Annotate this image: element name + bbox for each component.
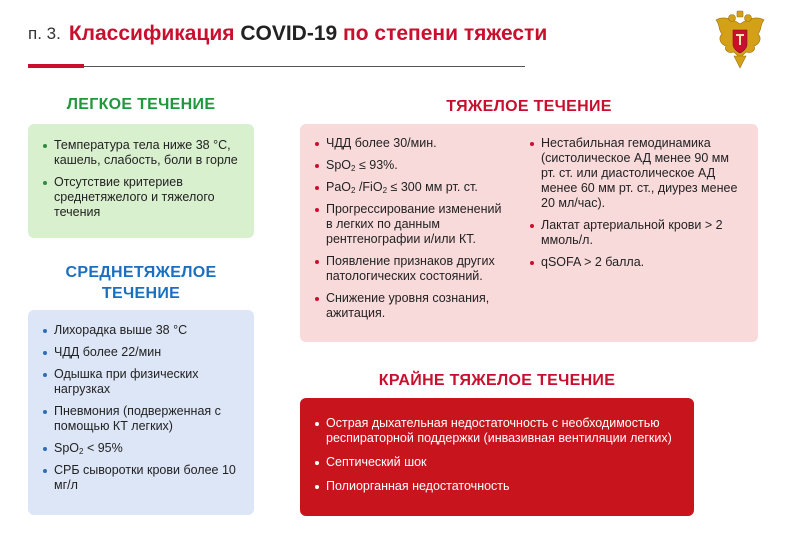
title-part-covid: COVID-19: [240, 22, 338, 45]
moderate-list: [42, 323, 244, 493]
title-underline-accent: [28, 64, 84, 68]
moderate-heading-line2: ТЕЧЕНИЕ: [101, 285, 181, 302]
slide-title: [28, 16, 547, 52]
title-underline: [28, 66, 525, 67]
mild-list: [42, 138, 244, 220]
list-item: Пневмония (подверженная с помощью КТ легких): [42, 404, 244, 434]
list-item: qSOFA > 2 балла.: [529, 255, 741, 270]
list-item: Прогрессирование изменений в легких по данным рентгенографии и/или КТ.: [314, 202, 510, 247]
coat-of-arms-icon: [712, 10, 768, 70]
list-item: Септический шок: [314, 455, 684, 470]
severe-card: [300, 124, 758, 342]
list-item: ЧДД более 22/мин: [42, 345, 244, 360]
list-item: Температура тела ниже 38 °С, кашель, слабость, боли в горле: [42, 138, 244, 168]
moderate-card: [28, 310, 254, 515]
list-item: Одышка при физических нагрузках: [42, 367, 244, 397]
list-item: Нестабильная гемодинамика (систолическое АД менее 90 мм рт. ст. или диастолическое АД менее 60 мм рт. ст., диурез менее 20 мл/час).: [529, 136, 741, 211]
title-part-severity: по степени тяжести: [343, 22, 548, 45]
critical-card: [300, 398, 694, 516]
list-item-pao2-fio2: PaO$_2$ /FiO$_2$ ≤ 300 мм рт. ст.: [314, 180, 510, 195]
critical-list: [314, 416, 684, 494]
title-text: [69, 22, 547, 46]
list-item: Появление признаков других патологических состояний.: [314, 254, 510, 284]
section-number: п. 3.: [28, 24, 61, 43]
list-item: СРБ сыворотки крови более 10 мг/л: [42, 463, 244, 493]
list-item: Снижение уровня сознания, ажитация.: [314, 291, 510, 321]
critical-heading: КРАЙНЕ ТЯЖЕЛОЕ ТЕЧЕНИЕ: [378, 372, 616, 389]
mild-card: [28, 124, 254, 238]
list-item: Полиорганная недостаточность: [314, 479, 684, 494]
list-item: Острая дыхательная недостаточность с необходимостью респираторной поддержки (инвазивная вентиляции легких): [314, 416, 684, 446]
list-item: Отсутствие критериев среднетяжелого и тяжелого течения: [42, 175, 244, 220]
list-item-spo2: SpO$_2$ < 95%: [42, 441, 244, 456]
list-item-spo2: SpO$_2$ ≤ 93%.: [314, 158, 510, 173]
title-part-classification: Классификация: [68, 22, 235, 45]
mild-heading: ЛЕГКОЕ ТЕЧЕНИЕ: [66, 96, 216, 113]
severe-list-right: [529, 136, 741, 277]
severe-heading: ТЯЖЕЛОЕ ТЕЧЕНИЕ: [446, 98, 612, 115]
list-item: Лактат артериальной крови > 2 ммоль/л.: [529, 218, 741, 248]
severe-list-left: [314, 136, 510, 328]
list-item: ЧДД более 30/мин.: [314, 136, 510, 151]
list-item: Лихорадка выше 38 °С: [42, 323, 244, 338]
moderate-heading-line1: СРЕДНЕТЯЖЕЛОЕ: [65, 264, 217, 281]
